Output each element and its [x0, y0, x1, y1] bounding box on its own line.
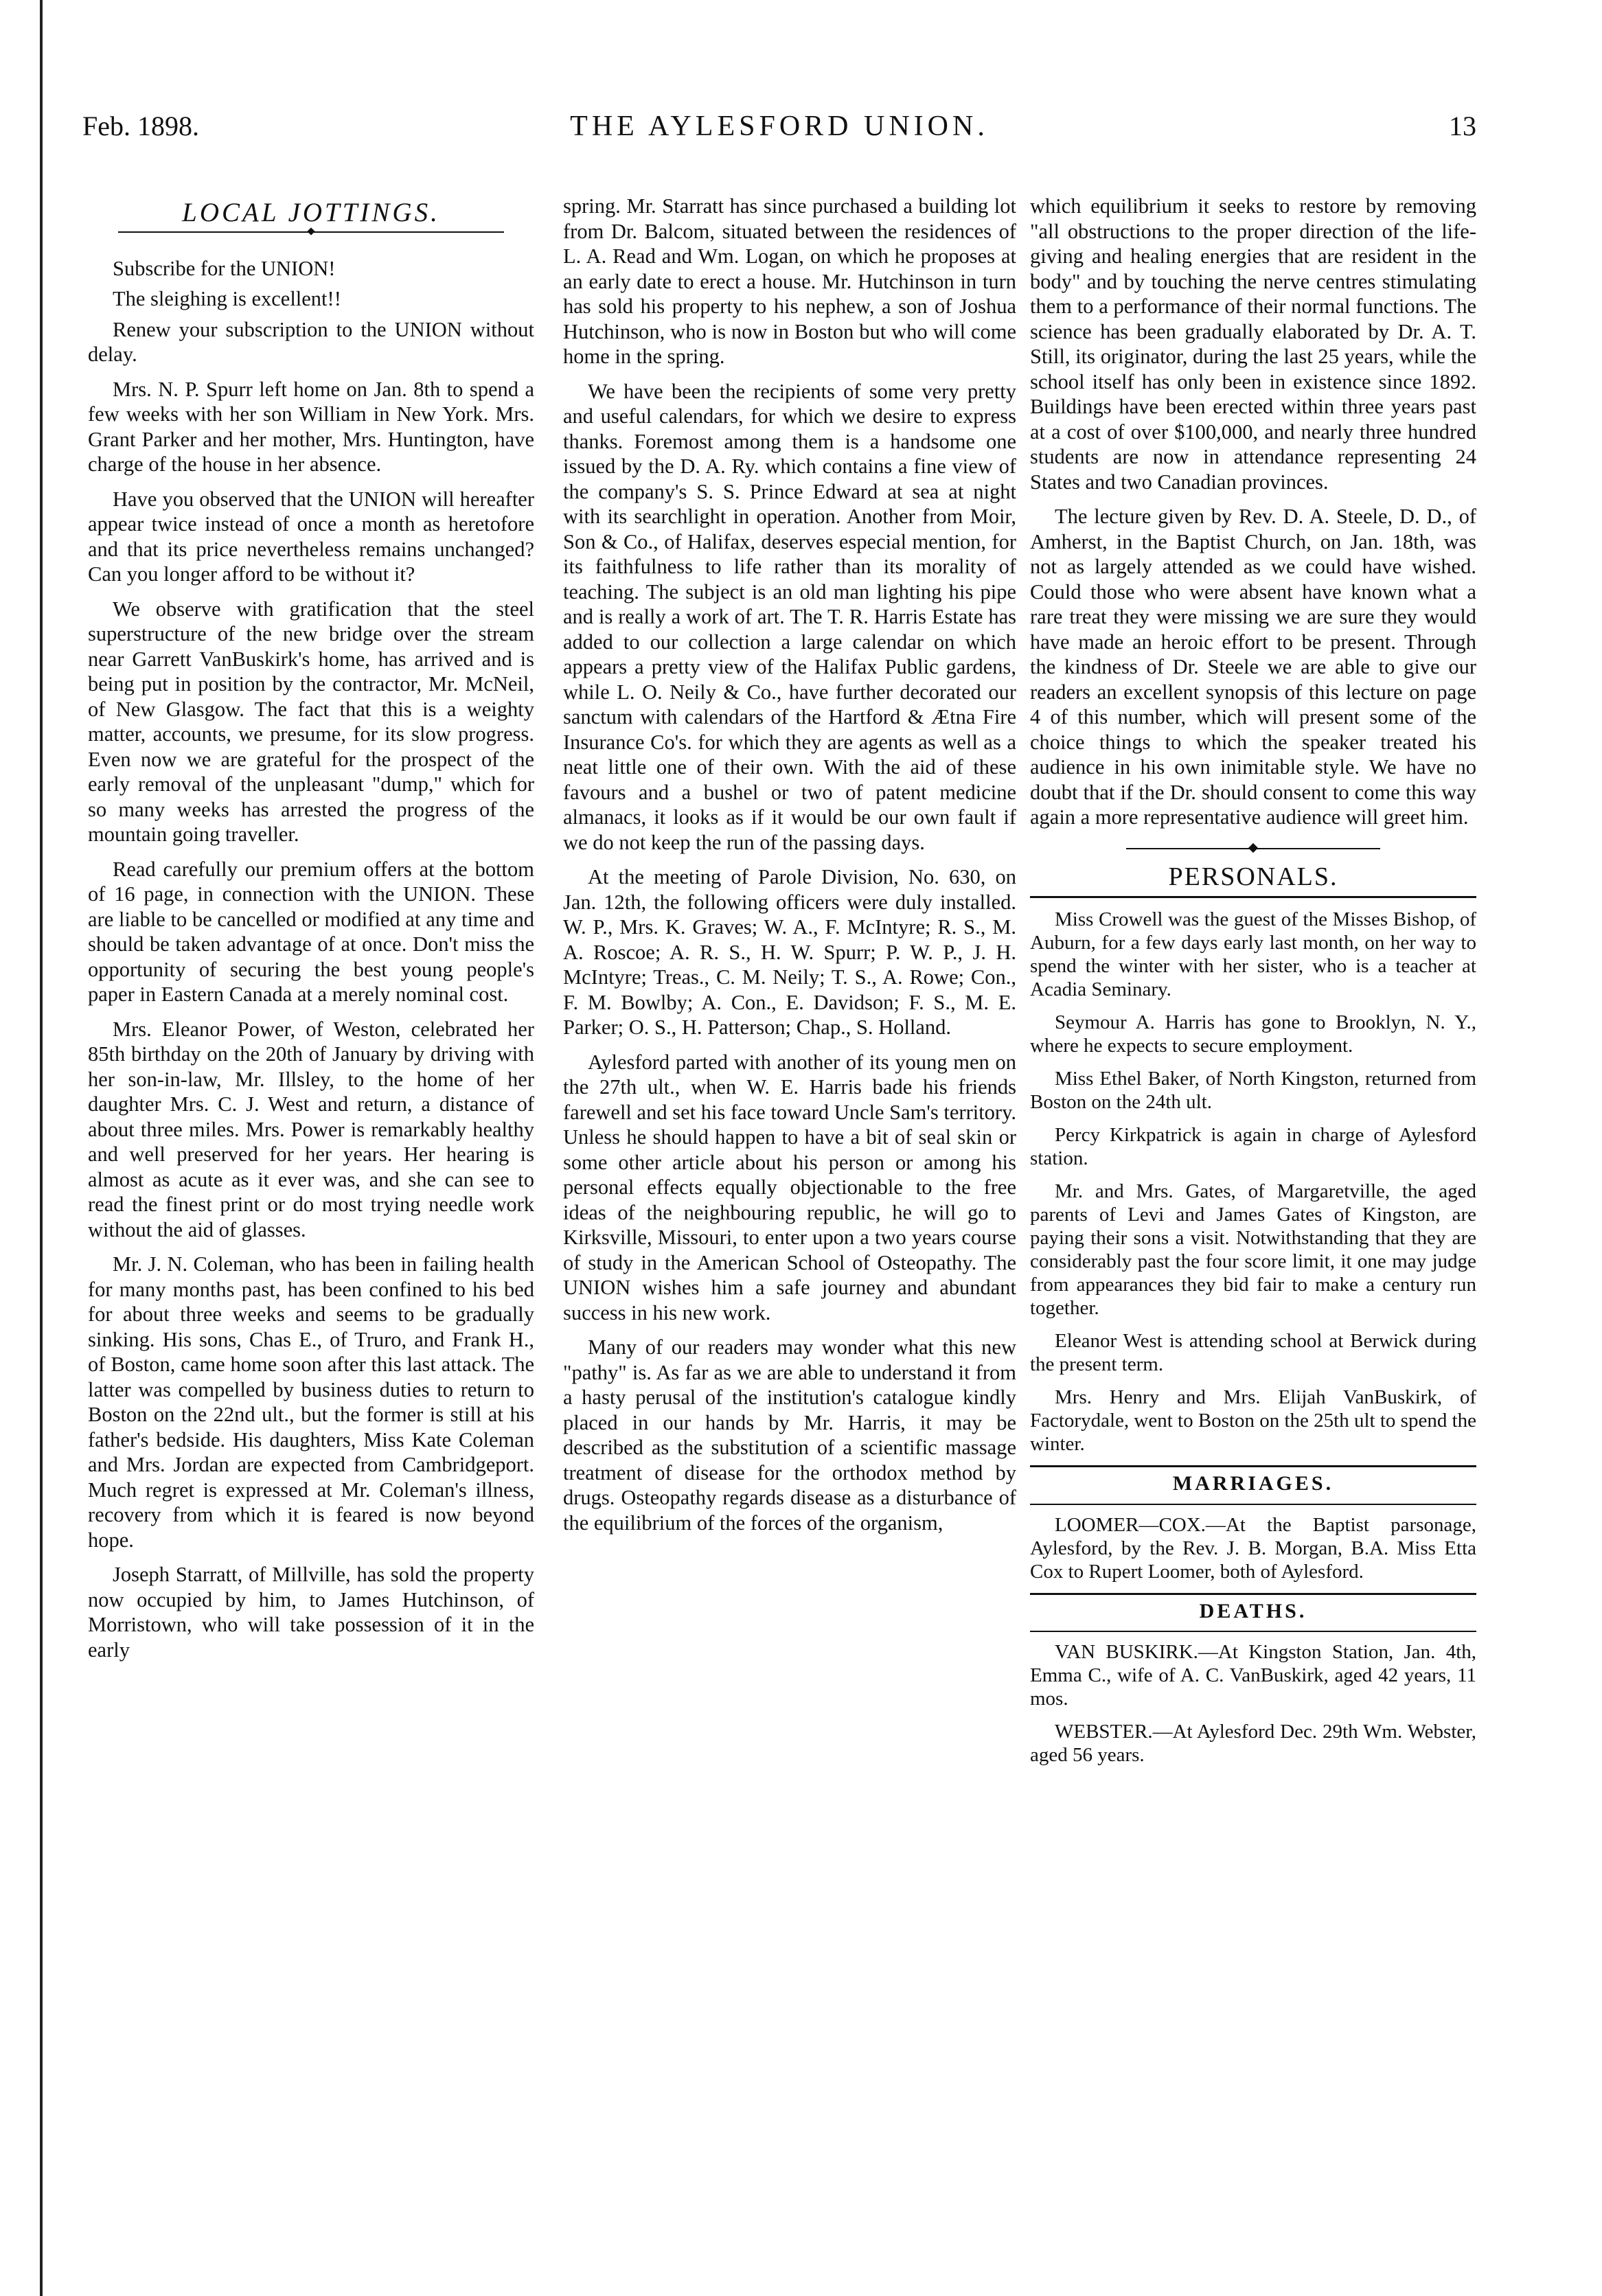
article-paragraph: Aylesford parted with another of its young men on the 27th ult., when W. E. Harris bade his friends farewell and set his face toward Uncle Sam's territory. Unless he should happen to have a bit of seal skin or some other article about his person or among his personal effects equally objectionable to the free ideas of the neighbouring republic, he will go to Kirksville, Missouri, to enter upon a two years course of study in the American School of Osteopathy. The UNION wishes him a safe journey and abundant success in his new work.: [563, 1050, 1016, 1324]
personal-item: Mr. and Mrs. Gates, of Margaretville, the aged parents of Levi and James Gates of Kingston, are paying their sons a visit. Notwithstanding that they are considerably past the four score limit, it one may judge from appearances they bid fair to make a century run together.: [1030, 1180, 1476, 1319]
death-notice: [1030, 1640, 1476, 1710]
article-paragraph: The sleighing is excellent!!: [113, 287, 341, 310]
article-paragraph: Mrs. N. P. Spurr left home on Jan. 8th to spend a few weeks with her son William in New York. Mrs. Grant Parker and her mother, Mrs. Huntington, have charge of the house in her absence.: [88, 377, 534, 476]
page-header: [82, 110, 1476, 151]
issue-date: Feb. 1898.: [82, 111, 199, 141]
article-paragraph: Subscribe for the UNION!: [113, 256, 336, 280]
personal-item: Miss Crowell was the guest of the Misses Bishop, of Auburn, for a few days early last month, on her way to spend the winter with her sister, who is a teacher at Acadia Seminary.: [1030, 908, 1476, 1000]
column-3: [1030, 194, 1476, 1776]
article-paragraph: Joseph Starratt, of Millville, has sold the property now occupied by him, to James Hutchinson, of Morristown, who will take possession of it in the early: [88, 1563, 534, 1662]
article-paragraph: At the meeting of Parole Division, No. 630, on Jan. 12th, the following officers were duly installed. W. P., Mrs. K. Graves; W. A., F. McIntyre; R. S., M. A. Roscoe; A. R. S., H. W. Spurr; P. W. P., J. H. McIntyre; Treas., C. M. Neily; T. S., A. Rowe; Con., F. M. Bowlby; A. Con., E. Davidson; F. S., M. E. Parker; O. S., H. Patterson; Chap., S. Holland.: [563, 865, 1016, 1039]
notice-text: —At Kingston Station, Jan. 4th, Emma C., wife of A. C. VanBuskirk, aged 42 years, 11 mos.: [1030, 1641, 1477, 1710]
section-rule: [1030, 1631, 1476, 1632]
personals-heading: PERSONALS.: [1168, 862, 1338, 891]
column-2: [563, 194, 1016, 1545]
column-1: [88, 194, 534, 1672]
article-paragraph: spring. Mr. Starratt has since purchased a building lot from Dr. Balcom, situated between the residences of L. A. Read and Wm. Logan, on which he proposes at an early date to erect a house. Mr. Hutchinson in turn has sold his property to his nephew, a son of Joshua Hutchinson, who is now in Boston but who will come home in the spring.: [563, 194, 1016, 368]
section-rule: [1030, 1465, 1476, 1467]
notice-text: —At the Baptist parsonage, Aylesford, by the Rev. J. B. Morgan, B.A. Miss Etta Cox to Rupert Loomer, both of Aylesford.: [1030, 1513, 1476, 1583]
personal-item: Eleanor West is attending school at Berwick during the present term.: [1030, 1330, 1476, 1375]
article-paragraph: Mr. J. N. Coleman, who has been in failing health for many months past, has been confined to his bed for about three weeks and seems to be gradually sinking. His sons, Chas E., of Truro, and Frank H., of Boston, came home soon after this last attack. The latter was compelled by business duties to return to Boston on the 22nd ult., but the former is still at his father's bedside. His daughters, Miss Kate Coleman and Mrs. Jordan are expected from Cambridgeport. Much regret is expressed at Mr. Coleman's illness, recovery from which it is feared is now beyond hope.: [88, 1252, 534, 1552]
article-paragraph: The lecture given by Rev. D. A. Steele, D. D., of Amherst, in the Baptist Church, on Jan. 18th, was not as largely attended as we could have wished. Could those who were absent have known what a rare treat they were missing we are sure they would have made an heroic effort to be present. Through the kindness of Dr. Steele we are able to give our readers an excellent synopsis of this lecture on page 4 of this number, which will present some of the choice things to which the speaker treated his audience in his own inimitable style. We have no doubt that if the Dr. should consent to come this way again a more representative audience will greet him.: [1030, 505, 1476, 829]
masthead-title: THE AYLESFORD UNION.: [570, 111, 989, 142]
local-jottings-heading: LOCAL JOTTINGS.: [182, 198, 440, 227]
notice-name: VAN BUSKIRK.: [1055, 1641, 1198, 1663]
section-rule: [1030, 1593, 1476, 1595]
deaths-heading: DEATHS.: [1199, 1599, 1307, 1622]
article-paragraph: Read carefully our premium offers at the bottom of 16 page, in connection with the UNION. These are liable to be cancelled or modified at any time and should be taken advantage of at once. Don't miss the opportunity of securing the best young people's paper in Eastern Canada at a merely nominal cost.: [88, 857, 534, 1006]
death-notice: [1030, 1720, 1476, 1767]
page-edge-rule: [40, 0, 43, 2296]
article-paragraph: We observe with gratification that the steel superstructure of the new bridge over the stream near Garrett VanBuskirk's home, has arrived and is being put in position by the contractor, Mr. McNeil, of New Glasgow. The fact that this is a weighty matter, accounts, we presume, for its slow progress. Even now we are grateful for the prospect of the early removal of the unpleasant "dump," which for so many weeks has arrested the progress of the mountain going traveller.: [88, 597, 534, 846]
notice-name: WEBSTER.: [1055, 1721, 1153, 1743]
section-rule: [1030, 1504, 1476, 1505]
personal-item: Seymour A. Harris has gone to Brooklyn, N. Y., where he expects to secure employment.: [1030, 1011, 1476, 1057]
article-paragraph: Renew your subscription to the UNION without delay.: [88, 317, 534, 366]
article-paragraph: which equilibrium it seeks to restore by removing "all obstructions to the proper direction of the life-giving and healing energies that are resident in the body" and by touching the nerve centres stimulating them to a performance of their normal functions. The science has been gradually elaborated by Dr. A. T. Still, its originator, during the last 25 years, while the school itself has only been in existence since 1892. Buildings have been erected within three years past at a cost of over $100,000, and nearly three hundred students are now in attendance representing 24 States and two Canadian provinces.: [1030, 194, 1476, 494]
ornament-divider: [1126, 848, 1380, 849]
notice-name: LOOMER—COX.: [1055, 1513, 1206, 1536]
article-paragraph: Mrs. Eleanor Power, of Weston, celebrated her 85th birthday on the 20th of January by driving with her son-in-law, Mr. Illsley, to the home of her daughter Mrs. C. J. West and return, a distance of about three miles. Mrs. Power is remarkably healthy and well preserved for her years. Her hearing is almost as acute as it ever was, and she can see to read the finest print or do most trying needle work without the aid of glasses.: [88, 1017, 534, 1241]
section-rule: [1030, 896, 1476, 898]
heading-rule: [118, 231, 504, 233]
article-paragraph: We have been the recipients of some very pretty and useful calendars, for which we desire to express thanks. Foremost among them is a handsome one issued by the D. A. Ry. which contains a fine view of the company's S. S. Prince Edward at sea at night with its searchlight in operation. Another from Moir, Son & Co., of Halifax, deserves especial mention, for its faithfulness to life rather than its morality of teaching. The subject is an old man lighting his pipe and is really a work of art. The T. R. Harris Estate has added to our collection a large calendar on which appears a pretty view of the Halifax Public gardens, while L. O. Neily & Co., have further decorated our sanctum with calendars of the Hartford & Ætna Fire Insurance Co's. for which they are agents as well as a neat little one of their own. With the aid of these favours and a bushel or two of patent medicine almanacs, it looks as if it would be our own fault if we do not keep the run of the passing days.: [563, 379, 1016, 854]
personal-item: Percy Kirkpatrick is again in charge of Aylesford station.: [1030, 1124, 1476, 1169]
article-paragraph: Many of our readers may wonder what this new "pathy" is. As far as we are able to understand it from a hasty perusal of the institution's catalogue kindly placed in our hands by Mr. Harris, it may be described as the substitution of a scientific massage treatment of disease for the orthodox method by drugs. Osteopathy regards disease as a disturbance of the equilibrium of the forces of the organism,: [563, 1335, 1016, 1535]
notice-text: —At Aylesford Dec. 29th Wm. Webster, aged 56 years.: [1030, 1721, 1476, 1766]
marriages-heading: MARRIAGES.: [1172, 1472, 1334, 1495]
page-number: 13: [1449, 111, 1476, 141]
personal-item: Mrs. Henry and Mrs. Elijah VanBuskirk, of Factorydale, went to Boston on the 25th ult to spend the winter.: [1030, 1386, 1476, 1455]
marriage-notice: [1030, 1513, 1476, 1583]
article-paragraph: Have you observed that the UNION will hereafter appear twice instead of once a month as heretofore and that its price nevertheless remains unchanged? Can you longer afford to be without it?: [88, 487, 534, 586]
personal-item: Miss Ethel Baker, of North Kingston, returned from Boston on the 24th ult.: [1030, 1068, 1476, 1113]
